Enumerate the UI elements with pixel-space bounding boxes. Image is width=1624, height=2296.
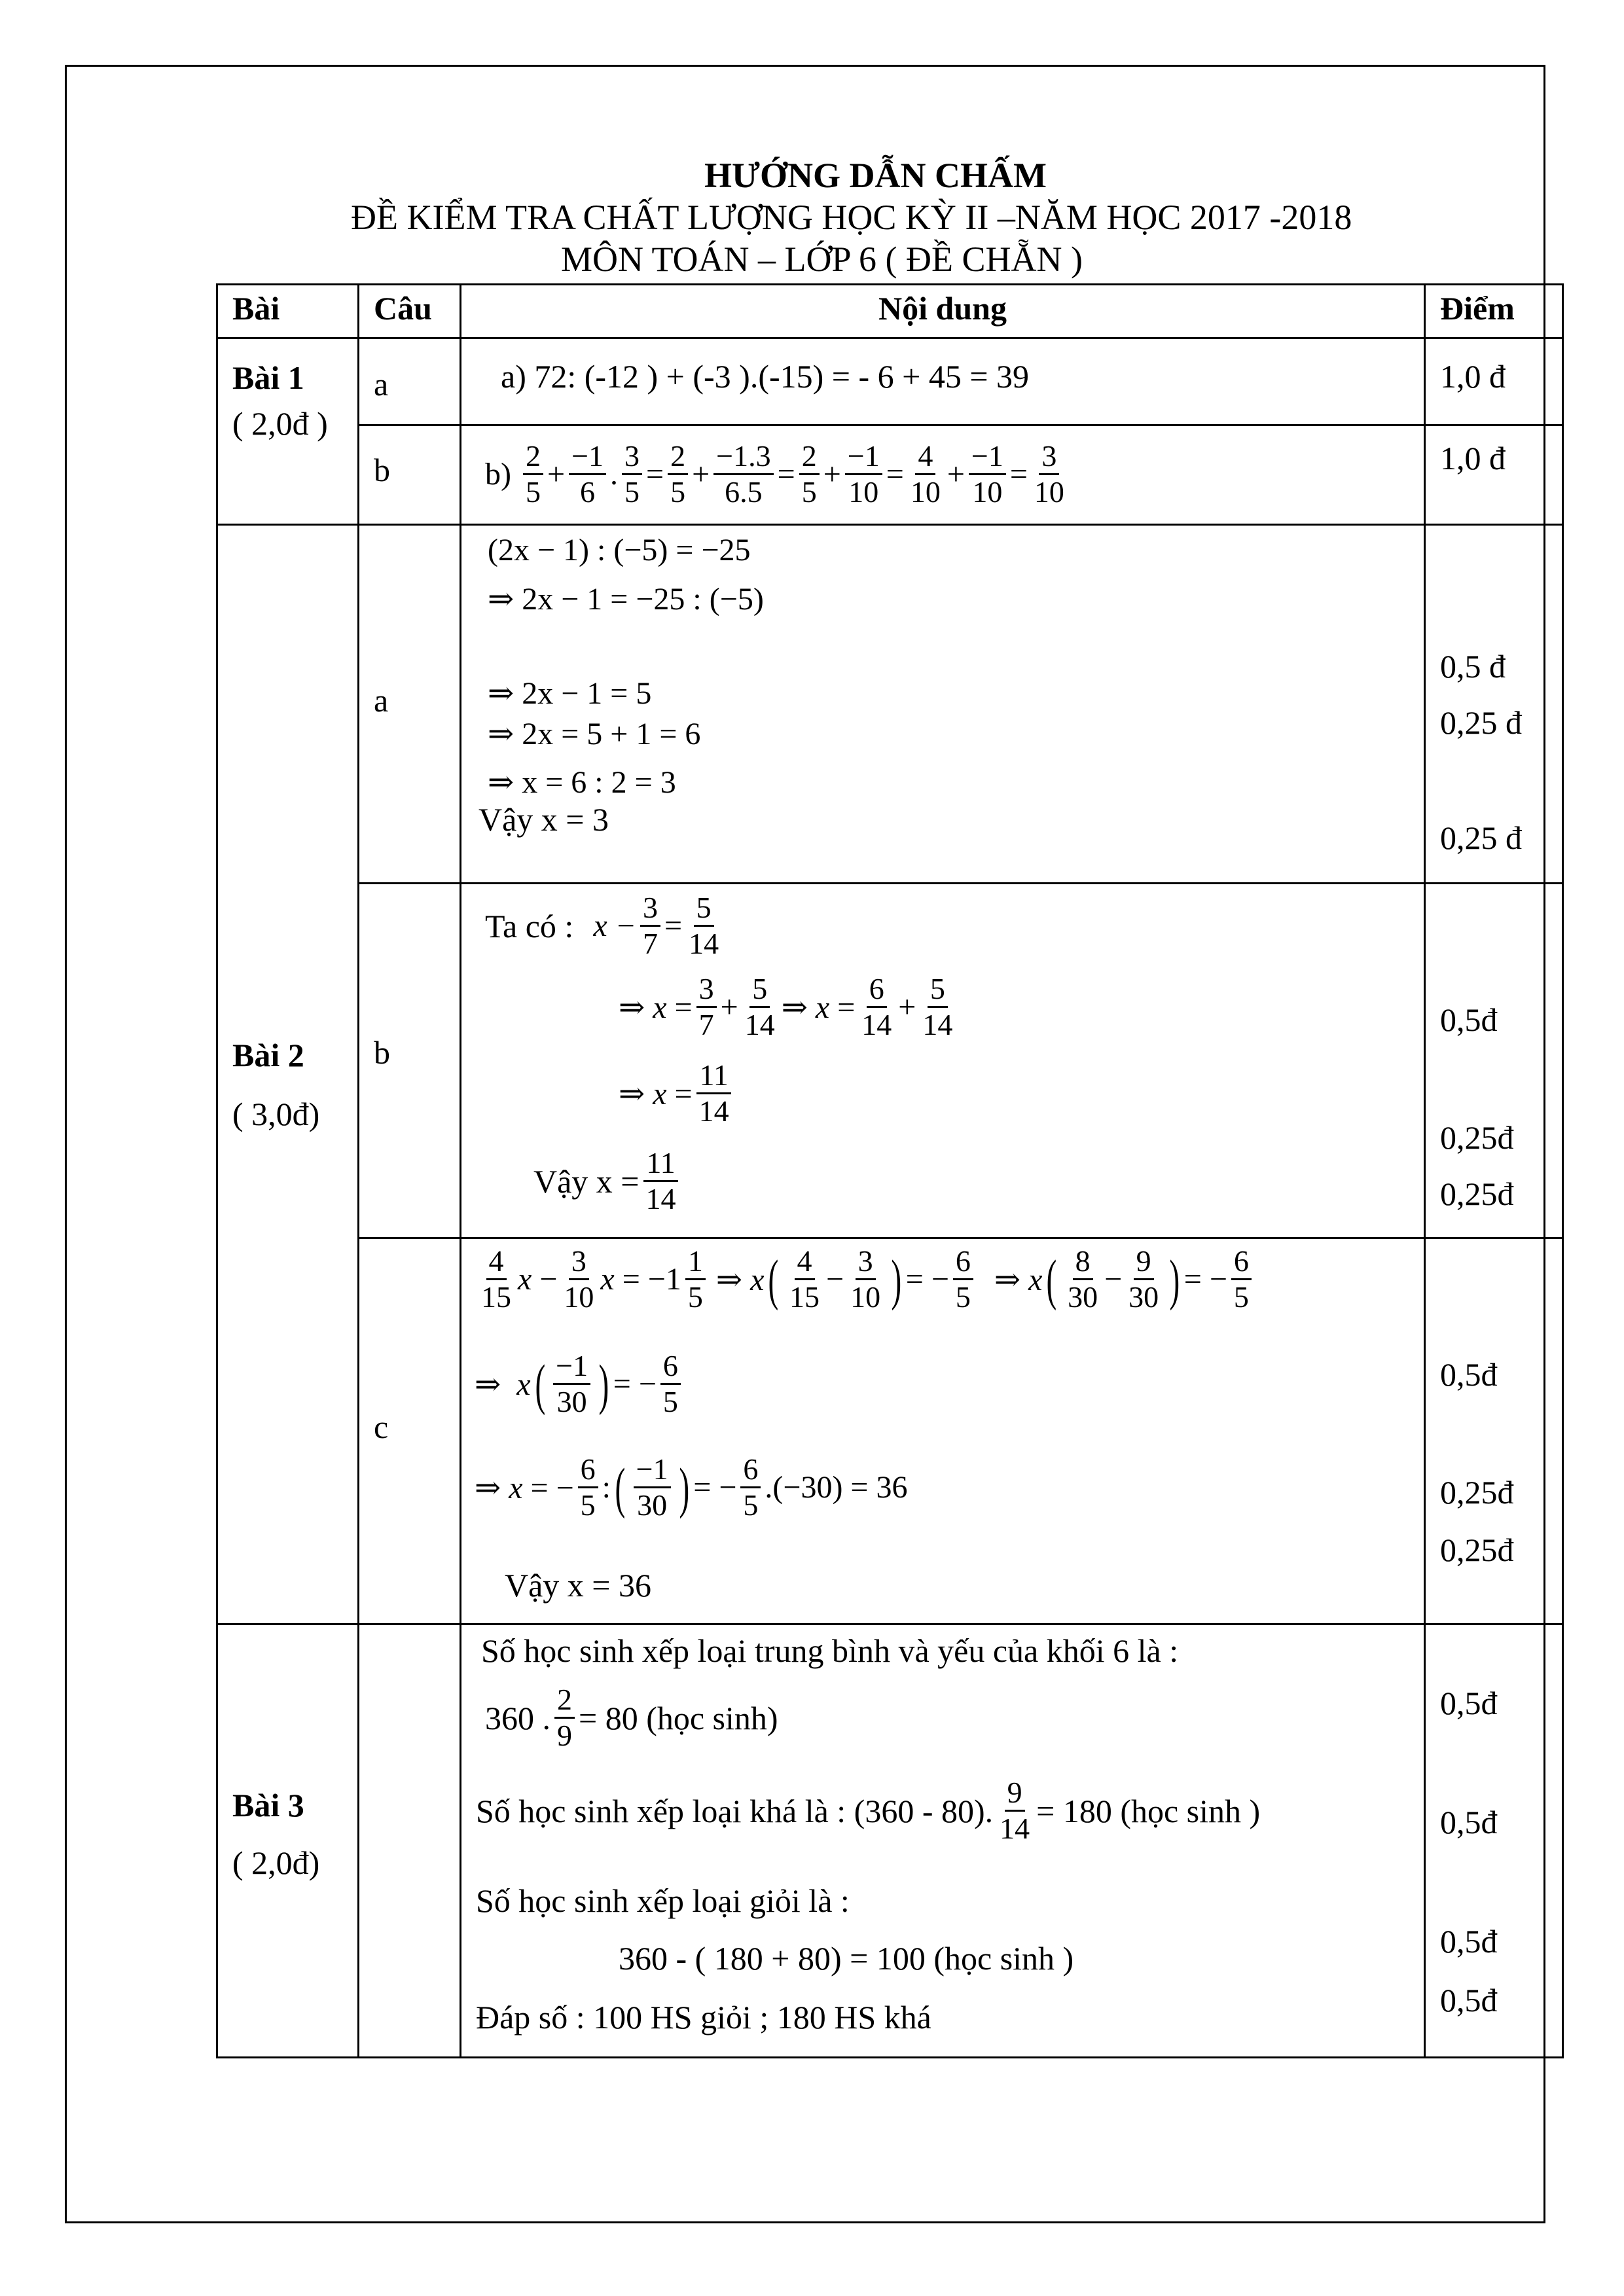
bai2c-label: c bbox=[374, 1408, 389, 1445]
bai2c-content-cell bbox=[461, 1238, 1425, 1624]
bai1-points: ( 2,0đ ) bbox=[232, 405, 328, 442]
fraction: −1.3 6.5 bbox=[713, 439, 773, 509]
bai1b-score-cell bbox=[1425, 425, 1563, 525]
fraction: $\frac{3}{7}$ bbox=[640, 891, 660, 961]
bai2a-line1: (2x − 1) : (−5) = −25 bbox=[488, 533, 751, 567]
bai1b-score: 1,0 đ bbox=[1440, 440, 1506, 476]
fraction: 1 5 bbox=[685, 1244, 706, 1314]
fraction: 5 14 bbox=[744, 972, 775, 1041]
bai2a-line2: ⇒ 2x − 1 = −25 : (−5) bbox=[488, 582, 764, 617]
bai3-score4: 0,5đ bbox=[1440, 1982, 1498, 2018]
doc-title: HƯỚNG DẪN CHẤM bbox=[704, 156, 1047, 195]
bai2c-label-cell bbox=[359, 1238, 461, 1624]
fraction: 6 5 bbox=[953, 1244, 973, 1314]
bai2a-line5: ⇒ x = 6 : 2 = 3 bbox=[488, 765, 676, 800]
bai1a-score: 1,0 đ bbox=[1440, 358, 1506, 395]
fraction: 2 5 bbox=[668, 439, 688, 509]
fraction: 4 15 bbox=[481, 1244, 511, 1314]
bai3-score-cell bbox=[1425, 1624, 1563, 2058]
bai2b-line3: ⇒ x = $\frac{11}{14}$ bbox=[619, 1058, 736, 1128]
bai2-name: Bài 2 bbox=[232, 1037, 304, 1073]
bai1-cell bbox=[217, 338, 359, 525]
bai2c-line3: ⇒ x = − $\frac{6}{5}$ : ( −1 30 ) = − 6 5 .(−30) = 36 bbox=[475, 1452, 908, 1522]
bai2b-score-cell bbox=[1425, 884, 1563, 1238]
bai2c-score1: 0,5đ bbox=[1440, 1356, 1498, 1393]
fraction: 2 5 bbox=[523, 439, 543, 509]
fraction: 3 5 bbox=[622, 439, 642, 509]
bai2c-line2: ⇒ x ( −1 30 ) = − 6 5 bbox=[475, 1349, 685, 1419]
bai2-cell bbox=[217, 525, 359, 1624]
fraction: 3 10 bbox=[564, 1244, 594, 1314]
bai3-line2a: 360 . bbox=[485, 1699, 550, 1736]
fraction: −1 30 bbox=[634, 1452, 671, 1522]
bai2b-taco: Ta có : bbox=[485, 907, 574, 944]
fraction: 3 10 bbox=[850, 1244, 881, 1314]
fraction: 8 30 bbox=[1068, 1244, 1098, 1314]
bai3-name: Bài 3 bbox=[232, 1787, 304, 1823]
fraction: 2 5 bbox=[799, 439, 820, 509]
bai2-points: ( 3,0đ) bbox=[232, 1096, 320, 1132]
bai2b-label-cell bbox=[359, 884, 461, 1238]
bai3-line3b: = 180 (học sinh ) bbox=[1036, 1792, 1261, 1829]
bai2b-line1: Ta có : x − $\frac{3}{7}$ = $\frac{5}{14}$ bbox=[485, 891, 725, 961]
fraction: 3 10 bbox=[1034, 439, 1064, 509]
fraction: 4 10 bbox=[910, 439, 941, 509]
bai1b-expression: b) 2 5 + −1 6 . 3 5 = 2 5 + −1.3 6.5 = 2 5 + −1 10 = 4 10 + −1 10 = 3 10 bbox=[485, 439, 1071, 509]
mixed-whole: −1 bbox=[647, 1262, 681, 1297]
fraction: −1 30 bbox=[553, 1349, 590, 1419]
col-diem: Điểm bbox=[1425, 285, 1563, 338]
table-row bbox=[217, 425, 1563, 525]
bai2a-label: a bbox=[374, 682, 389, 719]
bai2a-label-cell bbox=[359, 525, 461, 884]
bai1a-score-cell bbox=[1425, 338, 1563, 425]
bai2a-score2: 0,25 đ bbox=[1440, 704, 1522, 741]
doc-subject: MÔN TOÁN – LỚP 6 ( ĐỀ CHẴN ) bbox=[561, 240, 1083, 279]
bai3-line3a: Số học sinh xếp loại khá là : (360 - 80). bbox=[476, 1792, 994, 1829]
bai1b-label-cell bbox=[359, 425, 461, 525]
bai3-line2 bbox=[485, 1683, 778, 1753]
bai2a-line4: ⇒ 2x = 5 + 1 = 6 bbox=[488, 717, 701, 751]
col-noidung: Nội dung bbox=[461, 285, 1425, 338]
bai3-cell bbox=[217, 1624, 359, 2058]
bai1b-content-cell bbox=[461, 425, 1425, 525]
fraction: 9 30 bbox=[1128, 1244, 1159, 1314]
bai3-points: ( 2,0đ) bbox=[232, 1844, 320, 1881]
bai3-line3 bbox=[476, 1776, 1260, 1846]
bai2c-line4: Vậy x = 36 bbox=[505, 1567, 651, 1604]
fraction: −1 10 bbox=[969, 439, 1006, 509]
bai2a-content-cell bbox=[461, 525, 1425, 884]
bai3-content-cell bbox=[461, 1624, 1425, 2058]
bai2c-score-cell bbox=[1425, 1238, 1563, 1624]
fraction: $\frac{6}{5}$ bbox=[578, 1452, 598, 1522]
bai3-line5: 360 - ( 180 + 80) = 100 (học sinh ) bbox=[619, 1940, 1074, 1977]
col-cau: Câu bbox=[359, 285, 461, 338]
bai1a-label-cell bbox=[359, 338, 461, 425]
doc-subtitle: ĐỀ KIỂM TRA CHẤT LƯỢNG HỌC KỲ II –NĂM HỌC 2017 -2018 bbox=[351, 198, 1352, 237]
fraction: 5 14 bbox=[922, 972, 953, 1041]
fraction: −1 6 bbox=[569, 439, 606, 509]
fraction: −1 10 bbox=[845, 439, 882, 509]
bai3-line2b: = 80 (học sinh) bbox=[579, 1699, 778, 1736]
table-row bbox=[217, 884, 1563, 1238]
bai2a-line6: Vậy x = 3 bbox=[478, 801, 609, 838]
bai2a-score1: 0,5 đ bbox=[1440, 648, 1506, 685]
fraction: $\frac{11}{14}$ bbox=[643, 1146, 679, 1216]
bai2c-line1: 4 15 x − 3 10 x = −1 1 5 ⇒ x ( 4 15 − 3 10 ) = − 6 5 ⇒ x ( 8 30 − 9 30 ) = − 6 5 bbox=[475, 1244, 1255, 1314]
bai2a-line3: ⇒ 2x − 1 = 5 bbox=[488, 676, 652, 711]
bai2b-score3: 0,25đ bbox=[1440, 1175, 1514, 1212]
bai3-score3: 0,5đ bbox=[1440, 1923, 1498, 1960]
bai2b-score1: 0,5đ bbox=[1440, 1001, 1498, 1038]
bai3-line1: Số học sinh xếp loại trung bình và yếu của khối 6 là : bbox=[481, 1632, 1179, 1669]
col-bai: Bài bbox=[217, 285, 359, 338]
bai2b-line4 bbox=[533, 1146, 683, 1216]
fraction: $\frac{9}{14}$ bbox=[1000, 1776, 1030, 1845]
fraction: 6 5 bbox=[660, 1349, 681, 1419]
fraction: $\frac{5}{14}$ bbox=[689, 891, 719, 960]
bai2c-tail: .(−30) = 36 bbox=[765, 1470, 908, 1505]
bai3-score2: 0,5đ bbox=[1440, 1804, 1498, 1840]
bai1b-prefix: b) bbox=[485, 457, 511, 492]
table-row bbox=[217, 338, 1563, 425]
bai2b-score2: 0,25đ bbox=[1440, 1119, 1514, 1156]
fraction: 6 5 bbox=[1231, 1244, 1252, 1314]
fraction: $\frac{3}{7}$ bbox=[696, 972, 717, 1042]
bai2c-score2: 0,25đ bbox=[1440, 1474, 1514, 1511]
fraction: 6 5 bbox=[740, 1452, 761, 1522]
bai2a-score3: 0,25 đ bbox=[1440, 819, 1522, 856]
bai2b-vay: Vậy x = bbox=[533, 1162, 640, 1200]
bai2c-score3: 0,25đ bbox=[1440, 1532, 1514, 1568]
bai3-line6: Đáp số : 100 HS giỏi ; 180 HS khá bbox=[476, 1999, 931, 2036]
bai3-line4: Số học sinh xếp loại giỏi là : bbox=[476, 1882, 850, 1919]
bai2b-content-cell bbox=[461, 884, 1425, 1238]
fraction: 4 15 bbox=[789, 1244, 820, 1314]
fraction: $\frac{11}{14}$ bbox=[696, 1058, 732, 1128]
table-row bbox=[217, 1624, 1563, 2058]
bai1b-label: b bbox=[374, 452, 390, 488]
bai3-score1: 0,5đ bbox=[1440, 1685, 1498, 1721]
grading-table bbox=[216, 283, 1564, 2058]
fraction: $\frac{2}{9}$ bbox=[554, 1683, 575, 1753]
table-row bbox=[217, 1238, 1563, 1624]
bai1a-content-cell bbox=[461, 338, 1425, 425]
bai1-name: Bài 1 bbox=[232, 359, 304, 396]
bai1a-content: a) 72: (-12 ) + (-3 ).(-15) = - 6 + 45 = 39 bbox=[501, 358, 1030, 395]
bai2b-line2: ⇒ x = $\frac{3}{7}$ + 5 14 ⇒ x = $\frac{6}{14}$ + 5 14 bbox=[619, 972, 959, 1042]
bai2b-label: b bbox=[374, 1034, 390, 1071]
bai2a-score-cell bbox=[1425, 525, 1563, 884]
header-row bbox=[217, 285, 1563, 338]
fraction: $\frac{6}{14}$ bbox=[861, 972, 892, 1041]
table-row bbox=[217, 525, 1563, 884]
bai1a-label: a bbox=[374, 366, 389, 403]
bai3-label-cell bbox=[359, 1624, 461, 2058]
